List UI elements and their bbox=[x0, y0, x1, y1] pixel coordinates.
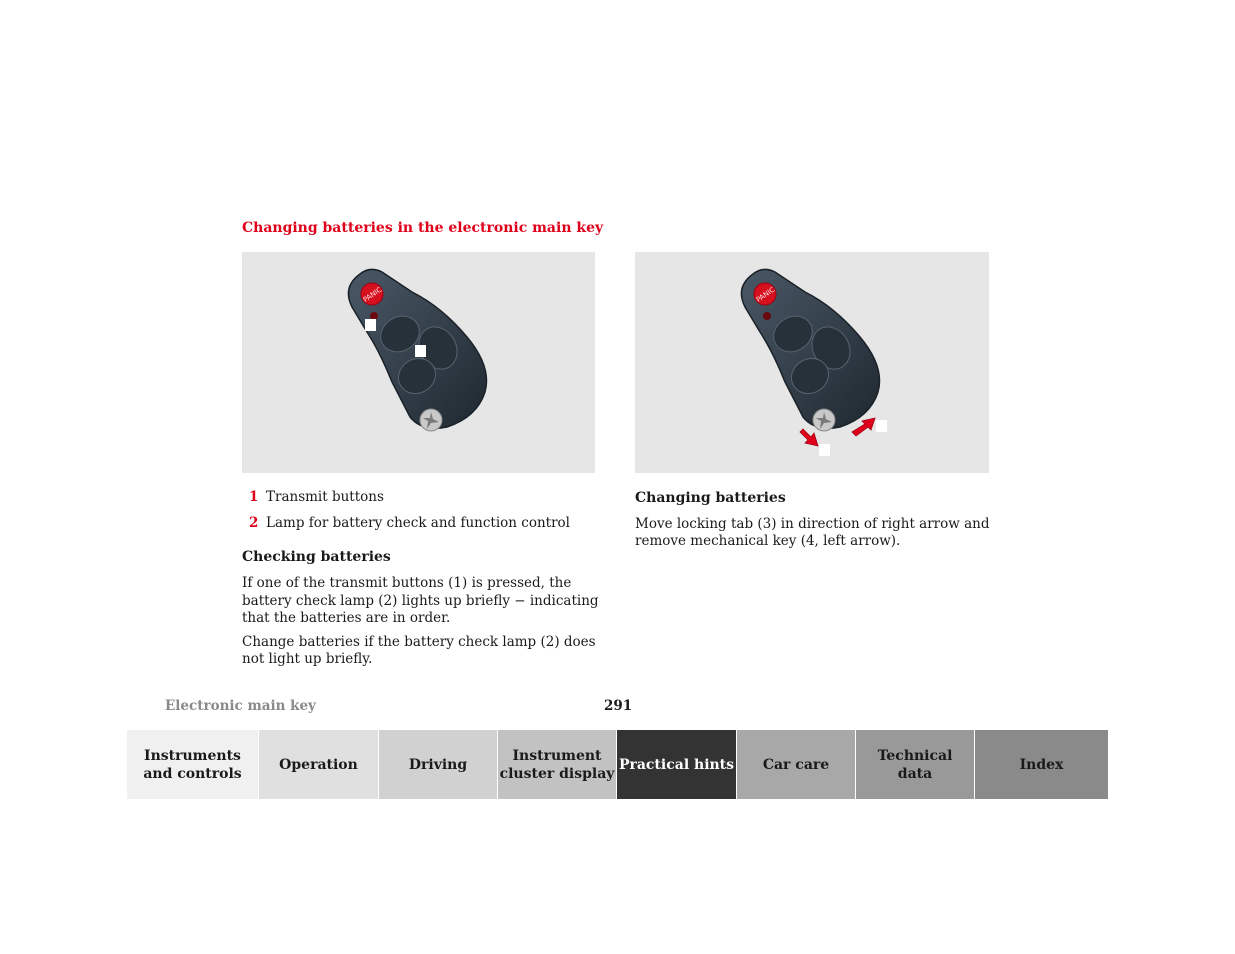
checking-batteries-heading: Checking batteries bbox=[242, 548, 391, 565]
tab-label: Technical data bbox=[877, 747, 953, 782]
page-title: Changing batteries in the electronic main key bbox=[242, 220, 604, 236]
tab-label: Instrument cluster display bbox=[499, 747, 615, 782]
legend-number: 2 bbox=[249, 515, 259, 531]
page-number: 291 bbox=[604, 698, 633, 714]
tab-operation[interactable] bbox=[259, 730, 379, 799]
tab-label: Instruments and controls bbox=[143, 747, 242, 782]
electronic-key-illustration bbox=[242, 252, 595, 473]
tab-label: Car care bbox=[762, 756, 830, 773]
electronic-key-illustration bbox=[635, 252, 989, 473]
tab-index[interactable] bbox=[975, 730, 1108, 799]
tab-driving[interactable] bbox=[379, 730, 498, 799]
tab-technical-data[interactable] bbox=[856, 730, 975, 799]
legend-text: Lamp for battery check and function control bbox=[266, 515, 570, 531]
right-column bbox=[635, 490, 995, 557]
callout-marker-3 bbox=[876, 420, 887, 432]
legend-number: 1 bbox=[249, 489, 259, 505]
legend-item bbox=[242, 489, 602, 507]
panic-button-label: PANIC bbox=[754, 285, 777, 305]
left-column bbox=[242, 489, 602, 675]
tab-instruments-and-controls[interactable] bbox=[127, 730, 259, 799]
callout-marker-1 bbox=[415, 345, 426, 357]
changing-paragraph-1: Move locking tab (3) in direction of right arrow and remove mechanical key (4, left arrow). bbox=[635, 515, 990, 549]
tab-instrument-cluster-display[interactable] bbox=[498, 730, 617, 799]
key-figure-battery-check bbox=[242, 252, 595, 473]
tab-label: Operation bbox=[279, 756, 358, 773]
chapter-navigation bbox=[127, 730, 1108, 799]
checking-paragraph-1: If one of the transmit buttons (1) is pressed, the battery check lamp (2) lights up briefly − indicating that the batteries are in order. bbox=[242, 575, 599, 626]
key-figure-battery-change bbox=[635, 252, 989, 473]
left-arrow-icon bbox=[800, 429, 818, 446]
legend-item bbox=[242, 515, 602, 533]
footer-section-title: Electronic main key bbox=[165, 698, 316, 714]
callout-marker-4 bbox=[819, 444, 830, 456]
legend-text: Transmit buttons bbox=[266, 489, 384, 505]
callout-marker-2 bbox=[365, 319, 376, 331]
tab-practical-hints[interactable] bbox=[617, 730, 737, 799]
changing-batteries-heading: Changing batteries bbox=[635, 490, 786, 506]
tab-label: Index bbox=[1019, 756, 1064, 773]
tab-label: Driving bbox=[408, 756, 468, 773]
checking-paragraph-2: Change batteries if the battery check lamp (2) does not light up briefly. bbox=[242, 633, 596, 667]
tab-label: Practical hints bbox=[618, 756, 735, 773]
tab-car-care[interactable] bbox=[737, 730, 856, 799]
panic-button-label: PANIC bbox=[361, 285, 384, 305]
